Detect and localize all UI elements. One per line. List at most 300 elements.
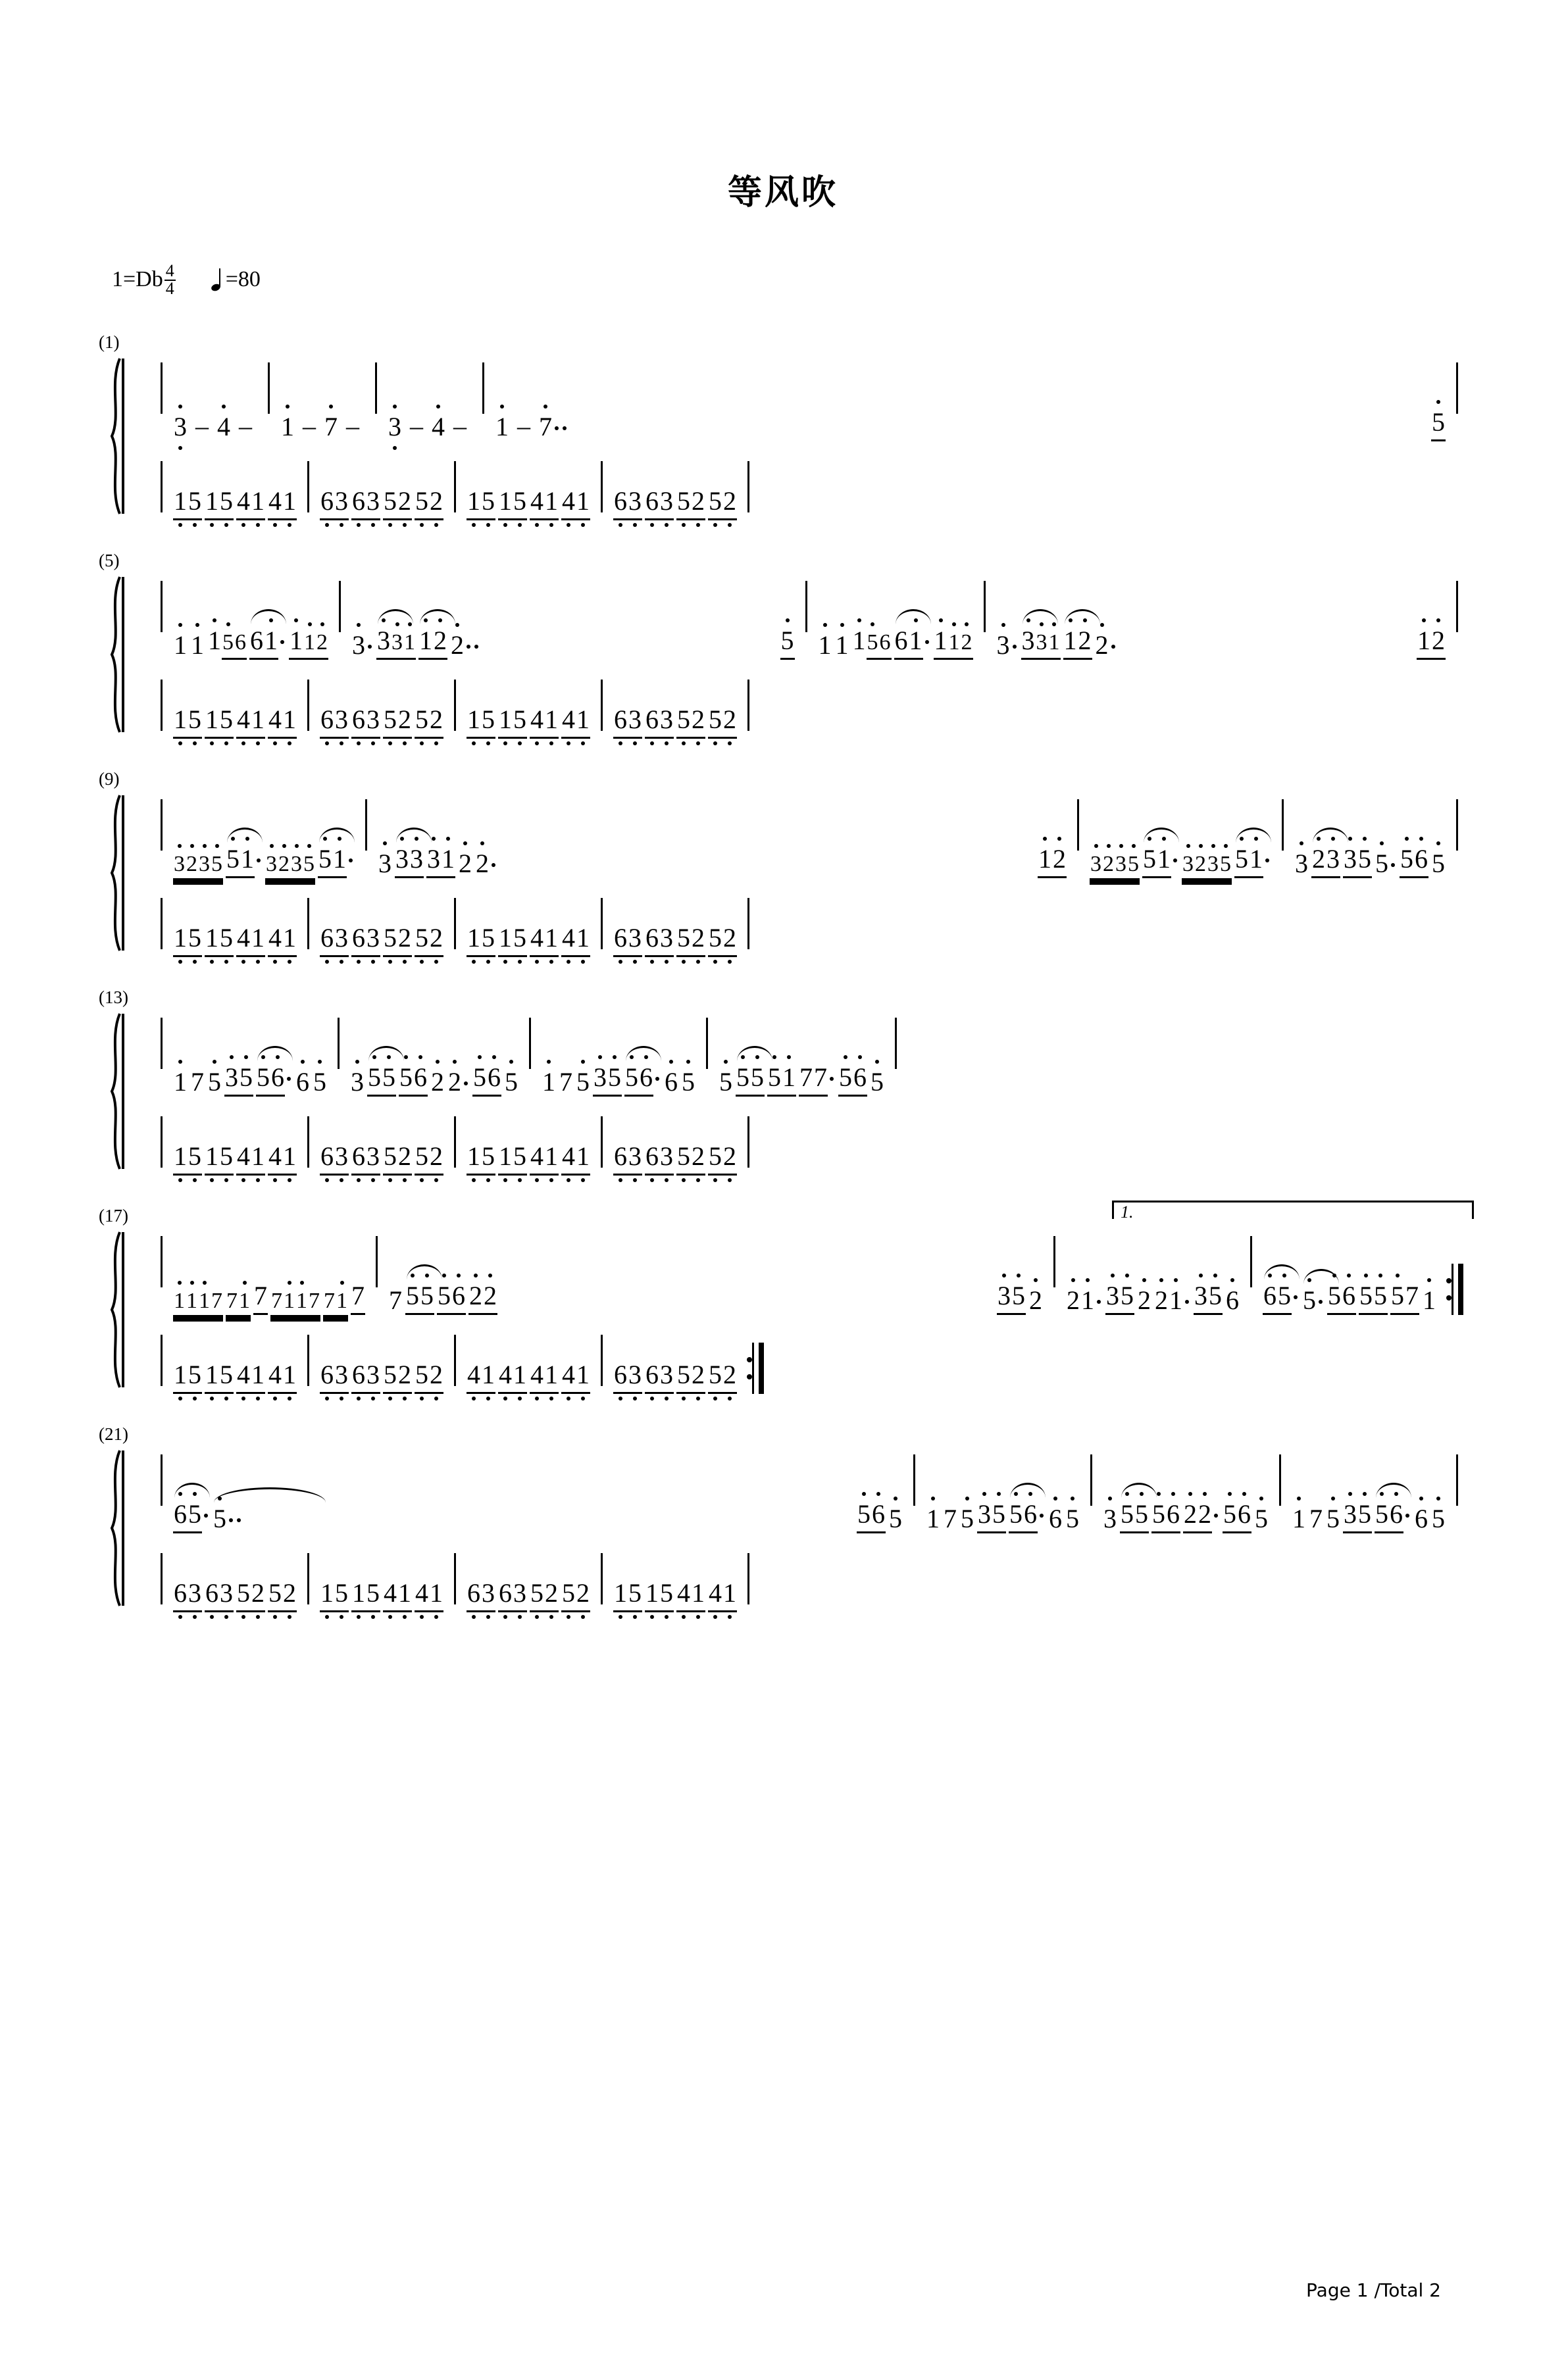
bass-group: 6 3 (612, 924, 644, 957)
note-group: 5 5 (734, 1063, 766, 1097)
note-group: 5 1 (224, 845, 264, 878)
barline (895, 1018, 897, 1069)
barline (161, 1018, 163, 1069)
note-group: 1 2 (1415, 626, 1447, 660)
sustain-dash: – (303, 411, 316, 441)
note-group: 5 (959, 1504, 976, 1533)
bass-group: 1 5 (172, 924, 203, 957)
note-group: 1 1 1 7 (172, 1286, 224, 1315)
sheet-music-page (0, 164, 1566, 2380)
note-group: 3 5 (1342, 845, 1373, 878)
barline (161, 581, 163, 632)
barline (601, 1335, 603, 1386)
note-group: 5 (1325, 1504, 1342, 1533)
bass-group: 4 1 (528, 924, 560, 957)
bass-group: 4 1 (528, 487, 560, 520)
bass-group: 5 2 (707, 1142, 738, 1176)
bass-group: 1 5 (465, 1142, 497, 1176)
note-group: 5 5 (1357, 1281, 1389, 1315)
note-group: 7 (537, 412, 570, 441)
grand-staff-brace (105, 794, 122, 945)
system-9 (0, 769, 1566, 960)
barline (1282, 799, 1284, 851)
repeat-dots-icon (1446, 1264, 1452, 1315)
note-group: 5 5 (404, 1281, 436, 1315)
repeat-end-barline (742, 1343, 764, 1394)
upper-staff-row (151, 581, 1467, 660)
note-group: 5 (311, 1068, 328, 1097)
note-group: 2 (1094, 631, 1119, 660)
note-group: 3 (1101, 1504, 1119, 1533)
upper-staff-row (151, 799, 1467, 878)
note-group: 3 2 3 5 (264, 849, 316, 878)
barline (747, 1116, 749, 1168)
bass-group: 5 2 (382, 1360, 413, 1394)
bass-group: 5 2 (382, 487, 413, 520)
grand-staff-brace (105, 576, 122, 727)
barline (1090, 1454, 1092, 1506)
barline (161, 680, 163, 731)
bass-group: 5 2 (235, 1579, 266, 1612)
note-group: 5 6 (1221, 1500, 1253, 1533)
note-group: 6 (1047, 1504, 1064, 1533)
bass-group: 4 1 (560, 1142, 592, 1176)
note-group: 3 3 (393, 845, 425, 878)
barline (161, 1454, 163, 1506)
barline (307, 1116, 309, 1168)
bass-group: 4 1 (675, 1579, 707, 1612)
bass-group: 1 5 (497, 1142, 528, 1176)
note-group: 3 2 3 5 (172, 849, 224, 878)
note-group: 3 1 (425, 845, 457, 878)
bass-group: 6 3 (172, 1579, 203, 1612)
measure-number: (5) (99, 551, 120, 570)
barline (601, 680, 603, 731)
sustain-dash: – (239, 411, 252, 441)
grand-staff-brace (105, 1012, 122, 1164)
note-group: 1 (172, 1068, 189, 1097)
note-group: 6 (1224, 1286, 1241, 1315)
barline (307, 461, 309, 512)
note-group: 5 5 (1119, 1500, 1150, 1533)
note-group: 2 2 (467, 1281, 499, 1315)
note-group: 5 6 (471, 1063, 503, 1097)
note-group: 7 (944, 1504, 957, 1533)
note-group: 2 (457, 849, 474, 878)
barline (1279, 1454, 1281, 1506)
barline (601, 898, 603, 949)
bass-group: 6 3 (350, 487, 382, 520)
bass-group: 1 5 (497, 924, 528, 957)
bass-group: 5 2 (675, 1360, 707, 1394)
bass-group: 4 1 (266, 1360, 298, 1394)
barline (747, 461, 749, 512)
bass-group: 1 5 (203, 705, 235, 739)
note-group: 71 1 7 (269, 1286, 322, 1315)
note-group: 3 (376, 849, 393, 878)
page-footer: Page 1 /Total 2 (1306, 2279, 1441, 2301)
note-group: 6 5 (1261, 1281, 1301, 1315)
note-group: 5 6 (1150, 1500, 1182, 1533)
note-group: 6 (294, 1068, 311, 1097)
barline (307, 898, 309, 949)
barline (913, 1454, 915, 1506)
system-1 (0, 332, 1566, 523)
bass-group: 5 2 (528, 1579, 560, 1612)
bass-group: 4 1 (528, 705, 560, 739)
note-group: 5 6 (255, 1063, 294, 1097)
bass-group: 5 2 (560, 1579, 592, 1612)
note-group: 5 6 (436, 1281, 467, 1315)
note-group: 1 (1290, 1504, 1307, 1533)
note-group: 5 (887, 1504, 904, 1533)
bass-group: 6 3 (350, 924, 382, 957)
barline (984, 581, 986, 632)
note-group: 1 1 2 (932, 626, 974, 660)
note-group: 2 (474, 849, 499, 878)
page-title: 等风吹 (727, 173, 838, 212)
bass-group: 4 1 (465, 1360, 497, 1394)
barline (601, 1553, 603, 1604)
bass-group: 1 5 (172, 1360, 203, 1394)
note-group: 71 (224, 1286, 252, 1315)
note-group: 3 3 1 (375, 626, 417, 660)
bass-group: 1 5 (465, 924, 497, 957)
measure-number: (13) (99, 987, 128, 1007)
note-group: 5 (1301, 1286, 1326, 1315)
note-group: 5 6 (1373, 1500, 1413, 1533)
note-group: 1 (1421, 1286, 1438, 1315)
note-group: 5 (1064, 1504, 1081, 1533)
note-group: 3 (349, 1068, 366, 1097)
note-group: 5 (779, 626, 796, 660)
upper-staff-row (151, 1236, 1467, 1315)
bass-group: 6 3 (612, 1360, 644, 1394)
note-group: 5 (574, 1068, 592, 1097)
bass-group: 6 3 (350, 705, 382, 739)
bass-group: 6 3 (318, 924, 350, 957)
barline (161, 1116, 163, 1168)
note-group: 5 1 (1141, 845, 1180, 878)
note-group: 1 (540, 1068, 557, 1097)
note-group: 5 6 (1398, 845, 1430, 878)
note-group: 3 5 (996, 1281, 1027, 1315)
sustain-dash: – (346, 411, 359, 441)
time-signature: $\frac{4}{4}$ (165, 261, 174, 298)
bass-group: 4 1 (235, 1142, 266, 1176)
bass-group: 4 1 (235, 924, 266, 957)
note-group: 5 (1253, 1504, 1270, 1533)
bass-group: 4 1 (497, 1360, 528, 1394)
quarter-note-icon (211, 268, 222, 291)
note-group: 3 5 (1104, 1281, 1136, 1315)
bass-group: 4 1 (266, 1142, 298, 1176)
barline (454, 1553, 456, 1604)
bass-group: 4 1 (707, 1579, 738, 1612)
note-group: 2 3 (1310, 845, 1342, 878)
note-group: 6 (663, 1068, 680, 1097)
repeat-dots-icon (747, 1343, 752, 1394)
bass-group: 5 2 (675, 924, 707, 957)
barline (161, 1553, 163, 1604)
bass-group: 5 2 (413, 924, 445, 957)
note-group: 3 3 1 (1020, 626, 1062, 660)
barline (454, 898, 456, 949)
barline (601, 461, 603, 512)
note-group: 3 2 3 5 (1180, 849, 1233, 878)
lower-staff-row (151, 898, 1467, 957)
note-group: 2 2 (1182, 1500, 1221, 1533)
note-group: 1 (493, 412, 511, 441)
barline (365, 799, 367, 851)
measure-number: (21) (99, 1424, 128, 1444)
bass-group: 4 1 (560, 705, 592, 739)
note-group: 2 1 (1065, 1286, 1104, 1315)
barline (307, 680, 309, 731)
bass-group: 1 5 (172, 487, 203, 520)
upper-staff-row (151, 1454, 1467, 1533)
note-group: 3 (350, 631, 375, 660)
bass-group: 5 2 (382, 924, 413, 957)
bass-group: 6 3 (612, 705, 644, 739)
bass-group: 6 3 (350, 1142, 382, 1176)
note-group: 5 7 (1389, 1281, 1421, 1315)
measure-number: (9) (99, 769, 120, 789)
lower-staff-row (151, 1335, 1467, 1394)
barline (1053, 1236, 1055, 1287)
bass-group: 1 5 (465, 487, 497, 520)
note-group: 3 5 (223, 1063, 255, 1097)
note-group: 5 6 (855, 1500, 887, 1533)
note-group: 5 (1430, 1504, 1447, 1533)
note-group: 2 (429, 1068, 446, 1097)
note-group: 1 5 6 (851, 626, 893, 660)
note-group: 2 (1027, 1286, 1044, 1315)
barline (454, 1335, 456, 1386)
bass-group: 6 3 (497, 1579, 528, 1612)
note-group: 3 5 (976, 1500, 1007, 1533)
bass-group: 5 2 (413, 487, 445, 520)
bass-group: 6 3 (350, 1360, 382, 1394)
bass-group: 1 5 (318, 1579, 350, 1612)
lower-staff-row (151, 680, 1467, 739)
note-group: 7 (322, 412, 340, 441)
tempo-marking: =80 (211, 267, 261, 292)
barline (161, 362, 163, 414)
bass-group: 4 1 (235, 487, 266, 520)
note-group: 5 5 (366, 1063, 397, 1097)
note-group: 1 1 2 (288, 626, 330, 660)
note-group: 3 (172, 412, 189, 441)
barline (161, 1335, 163, 1386)
bass-group: 5 2 (675, 487, 707, 520)
bass-group: 5 2 (413, 1360, 445, 1394)
note-group: 7 (389, 1285, 402, 1315)
bass-group: 5 2 (707, 487, 738, 520)
bass-group: 6 3 (318, 1360, 350, 1394)
barline (747, 1553, 749, 1604)
note-group: 6 (1413, 1504, 1430, 1533)
bass-group: 5 2 (413, 705, 445, 739)
bass-group: 1 5 (497, 705, 528, 739)
note-group: 3 5 (1192, 1281, 1224, 1315)
barline (601, 1116, 603, 1168)
note-group: 7 (191, 1067, 204, 1097)
volta-1-bracket: 1. (1112, 1201, 1474, 1219)
bass-group: 5 2 (707, 705, 738, 739)
bass-group: 6 3 (318, 487, 350, 520)
barline (747, 680, 749, 731)
note-group: 5 6 (1007, 1500, 1047, 1533)
note-group: 7 (559, 1067, 572, 1097)
barline (1456, 581, 1458, 632)
system-5 (0, 551, 1566, 741)
bass-group: 4 1 (413, 1579, 445, 1612)
note-group: 7 (349, 1281, 366, 1315)
barline (1456, 362, 1458, 414)
note-group: 4 (215, 412, 232, 441)
bass-group: 1 5 (644, 1579, 675, 1612)
note-group: 5 6 (397, 1063, 429, 1097)
note-group: 2 (1136, 1286, 1153, 1315)
system-17 (0, 1202, 1566, 1397)
bass-group: 4 1 (266, 924, 298, 957)
bass-group: 1 5 (203, 924, 235, 957)
note-group: 7 (1309, 1504, 1323, 1533)
lower-staff-row (151, 1553, 1467, 1612)
note-group: 61 (248, 626, 288, 660)
note-group: 1 2 (1062, 626, 1094, 660)
barline (338, 1018, 340, 1069)
bass-group: 5 2 (707, 1360, 738, 1394)
bass-group: 4 1 (560, 1360, 592, 1394)
upper-staff-row (151, 1018, 1467, 1097)
bass-group: 4 1 (266, 705, 298, 739)
note-group: 5 (680, 1068, 697, 1097)
bass-group: 4 1 (528, 1142, 560, 1176)
note-group: 5 (1430, 408, 1447, 441)
measure-number: (1) (99, 332, 120, 352)
barline (805, 581, 807, 632)
bass-group: 6 3 (318, 705, 350, 739)
note-group: 4 (430, 412, 447, 441)
note-group: 5 1 (316, 845, 356, 878)
bass-group: 6 3 (644, 487, 675, 520)
note-group: 1 2 (417, 626, 449, 660)
note-group: 3 (386, 412, 403, 441)
sustain-dash: – (453, 411, 467, 441)
note-group: 7 (252, 1281, 269, 1315)
barline (161, 898, 163, 949)
bass-group: 6 3 (612, 487, 644, 520)
measure-number: (17) (99, 1206, 128, 1226)
bass-group: 6 3 (612, 1142, 644, 1176)
note-group: 5 (869, 1068, 886, 1097)
note-group: 3 (995, 631, 1020, 660)
barline (161, 461, 163, 512)
bass-group: 5 2 (707, 924, 738, 957)
repeat-end-barline (1442, 1264, 1463, 1315)
bass-group: 1 5 (172, 705, 203, 739)
note-group: 77 (797, 1063, 837, 1097)
bass-group: 1 5 (203, 1360, 235, 1394)
note-group: 2 (446, 1068, 471, 1097)
note-group: 1 (817, 631, 834, 660)
note-group: 71 (322, 1286, 349, 1315)
bass-group: 6 3 (644, 1360, 675, 1394)
note-group: 1 (279, 412, 296, 441)
sustain-dash: – (517, 411, 530, 441)
bass-group: 5 2 (675, 705, 707, 739)
note-group: 3 5 (1342, 1500, 1373, 1533)
barline (161, 1236, 163, 1287)
barline (161, 799, 163, 851)
barline (1456, 1454, 1458, 1506)
barline (454, 1116, 456, 1168)
bass-group: 1 5 (203, 487, 235, 520)
note-group: 6 5 (172, 1500, 211, 1533)
barline (268, 362, 270, 414)
grand-staff-brace (105, 1449, 122, 1600)
note-group: 5 1 (766, 1063, 797, 1097)
barline (454, 461, 456, 512)
bass-group: 5 2 (675, 1142, 707, 1176)
note-group: 5 (503, 1068, 520, 1097)
bass-group: 4 1 (560, 924, 592, 957)
bass-group: 1 5 (172, 1142, 203, 1176)
barline (307, 1335, 309, 1386)
bass-group: 6 3 (318, 1142, 350, 1176)
bass-group: 6 3 (644, 924, 675, 957)
barline (1250, 1236, 1252, 1287)
note-group: 1 (172, 631, 189, 660)
note-group: 5 6 (837, 1063, 869, 1097)
key-signature: 1=Db $\frac{4}{4}$ (112, 261, 174, 298)
barline (307, 1553, 309, 1604)
bass-group: 4 1 (528, 1360, 560, 1394)
bass-group: 1 5 (497, 487, 528, 520)
barline (454, 680, 456, 731)
note-group: 5 6 (1326, 1281, 1357, 1315)
barline (482, 362, 484, 414)
lower-staff-row (151, 461, 1467, 520)
system-13 (0, 987, 1566, 1178)
bass-group: 1 5 (612, 1579, 644, 1612)
bass-group: 4 1 (235, 705, 266, 739)
note-group: 3 2 3 5 (1088, 849, 1141, 878)
note-group: 3 5 (592, 1063, 623, 1097)
bass-group: 1 5 (203, 1142, 235, 1176)
bass-group: 1 5 (465, 705, 497, 739)
bass-group: 4 1 (235, 1360, 266, 1394)
upper-staff-row (151, 362, 1467, 441)
bass-group: 6 3 (203, 1579, 235, 1612)
barline (747, 898, 749, 949)
score-metadata (112, 260, 1566, 299)
barline (1077, 799, 1079, 851)
bass-group: 4 1 (560, 487, 592, 520)
note-group: 1 5 6 (206, 626, 248, 660)
barline (376, 1236, 378, 1287)
sustain-dash: – (195, 411, 209, 441)
grand-staff-brace (105, 1231, 122, 1382)
note-group: 2 (449, 631, 482, 660)
note-group: 2 1 (1153, 1286, 1192, 1315)
bass-group: 6 3 (465, 1579, 497, 1612)
note-group: 1 (834, 631, 851, 660)
bass-group: 5 2 (266, 1579, 298, 1612)
note-group: 5 (1373, 849, 1398, 878)
